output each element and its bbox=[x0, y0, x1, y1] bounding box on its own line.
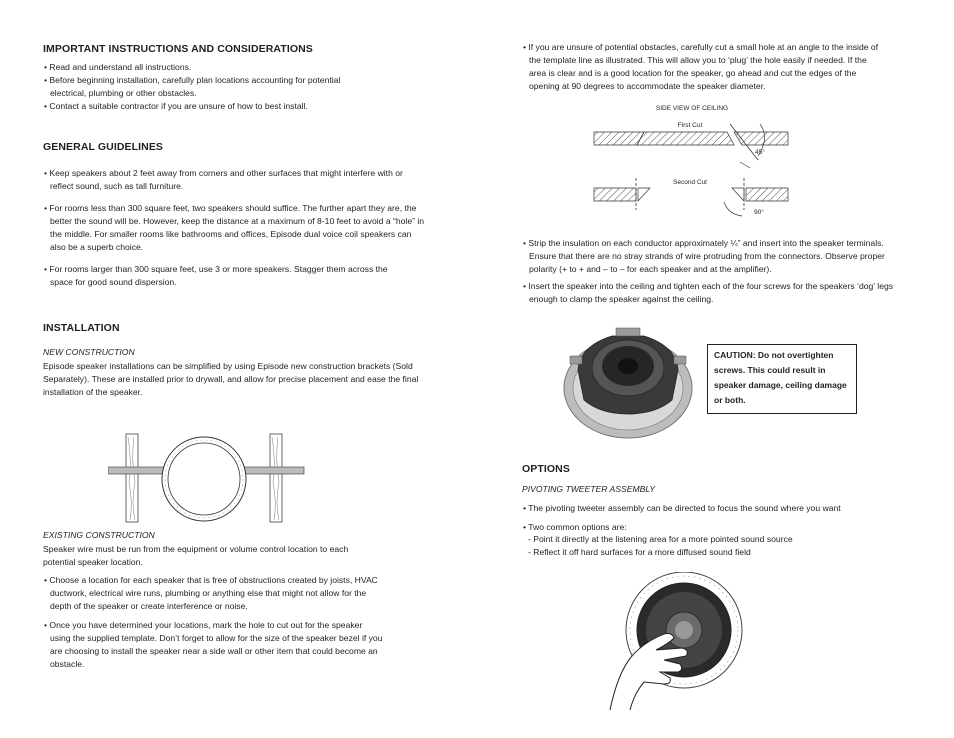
options-sublist bbox=[528, 533, 793, 559]
new-construction-title: NEW CONSTRUCTION bbox=[43, 347, 135, 357]
angle-45-label: 45° bbox=[755, 149, 765, 156]
list-item: - Point it directly at the listening area for a more pointed sound source bbox=[528, 534, 793, 544]
list-item: • Read and understand all instructions. bbox=[44, 62, 192, 72]
existing-construction-text: Speaker wire must be run from the equipment or volume control location to each potential speaker location. bbox=[43, 544, 349, 567]
speaker-dog-legs-illustration bbox=[560, 326, 696, 442]
tweeter-hand-illustration bbox=[608, 572, 758, 712]
caution-box: CAUTION: Do not overtighten screws. This could result in speaker damage, ceiling damage or both. bbox=[707, 344, 857, 414]
wiring-list bbox=[522, 237, 907, 306]
options-list bbox=[522, 502, 912, 534]
second-cut-label: Second Cut bbox=[673, 179, 707, 186]
list-item: • For rooms less than 300 square feet, two speakers should suffice. The further apart they are, the better the sound will be. However, keep the distance at a maximum of 8-10 feet to avoid a “hole” in the middle. For smaller rooms like bathrooms and offices, Episode dual voice coil speakers can also be a superb choice. bbox=[44, 203, 425, 252]
list-item: • Keep speakers about 2 feet away from corners and other surfaces that might interfere with or reflect sound, such as tall furniture. bbox=[44, 168, 403, 191]
installation-title: INSTALLATION bbox=[43, 322, 120, 334]
list-item: • Strip the insulation on each conductor approximately ¼” and insert into the speaker terminals. Ensure that there are no stray strands of wire protruding from the connectors. Observe proper polarity (+ to + and – to – for each speaker and at the amplifier). bbox=[523, 238, 885, 274]
options-subtitle: PIVOTING TWEETER ASSEMBLY bbox=[522, 484, 656, 494]
list-item: • Once you have determined your locations, mark the hole to cut out for the speaker using the supplied template. Don’t forget to allow for the size of the speaker bezel if you are choosing to install the speaker near a side wall or other item that could become an obstacle. bbox=[44, 620, 383, 669]
first-cut-label: First Cut bbox=[677, 122, 703, 129]
guidelines-title: GENERAL GUIDELINES bbox=[43, 141, 164, 153]
list-item: • Insert the speaker into the ceiling and tighten each of the four screws for the speakers ‘dog’ legs enough to clamp the speaker against the ceiling. bbox=[523, 281, 894, 304]
existing-construction-title: EXISTING CONSTRUCTION bbox=[43, 530, 155, 540]
list-item: • If you are unsure of potential obstacles, carefully cut a small hole at an angle to the inside of the template line as illustrated. This will allow you to ‘plug’ the hole easily if needed. If the area is clear and is a good location for the speaker, go ahead and cut the edges of the opening at 90 degrees to accommodate the speaker diameter. bbox=[523, 42, 879, 91]
new-construction-text: Episode speaker installations can be simplified by using Episode new construction brackets (Sold Separately). These are installed prior to drywall, and allow for precise placement and ease the final installation of the speaker. bbox=[43, 361, 419, 397]
existing-list bbox=[43, 574, 383, 671]
ceiling-diagram bbox=[592, 102, 792, 220]
bracket-diagram bbox=[108, 432, 308, 524]
list-item: - Reflect it off hard surfaces for a more diffused sound field bbox=[528, 547, 751, 557]
angle-90-label: 90° bbox=[754, 209, 764, 216]
list-item: • Choose a location for each speaker that is free of obstructions created by joists, HVAC ductwork, electrical wire runs, plumbing or anything else that might not allow for the depth of the speaker or create interference or noise. bbox=[44, 575, 378, 611]
guidelines-list bbox=[43, 167, 428, 289]
list-item: • Contact a suitable contractor if you are unsure of how to best install. bbox=[44, 101, 308, 111]
list-item: • Two common options are: bbox=[523, 522, 627, 532]
list-item: • The pivoting tweeter assembly can be directed to focus the sound where you want bbox=[523, 503, 841, 513]
list-item: • Before beginning installation, carefully plan locations accounting for potential electrical, plumbing or other obstacles. bbox=[44, 75, 341, 98]
list-item: • For rooms larger than 300 square feet, use 3 or more speakers. Stagger them across the space for good sound dispersion. bbox=[44, 264, 388, 287]
options-title: OPTIONS bbox=[522, 463, 570, 475]
unsure-list bbox=[522, 41, 882, 93]
important-list bbox=[43, 61, 373, 113]
important-title: IMPORTANT INSTRUCTIONS AND CONSIDERATIONS bbox=[43, 43, 313, 55]
ceiling-diagram-title: SIDE VIEW OF CEILING bbox=[655, 105, 729, 112]
